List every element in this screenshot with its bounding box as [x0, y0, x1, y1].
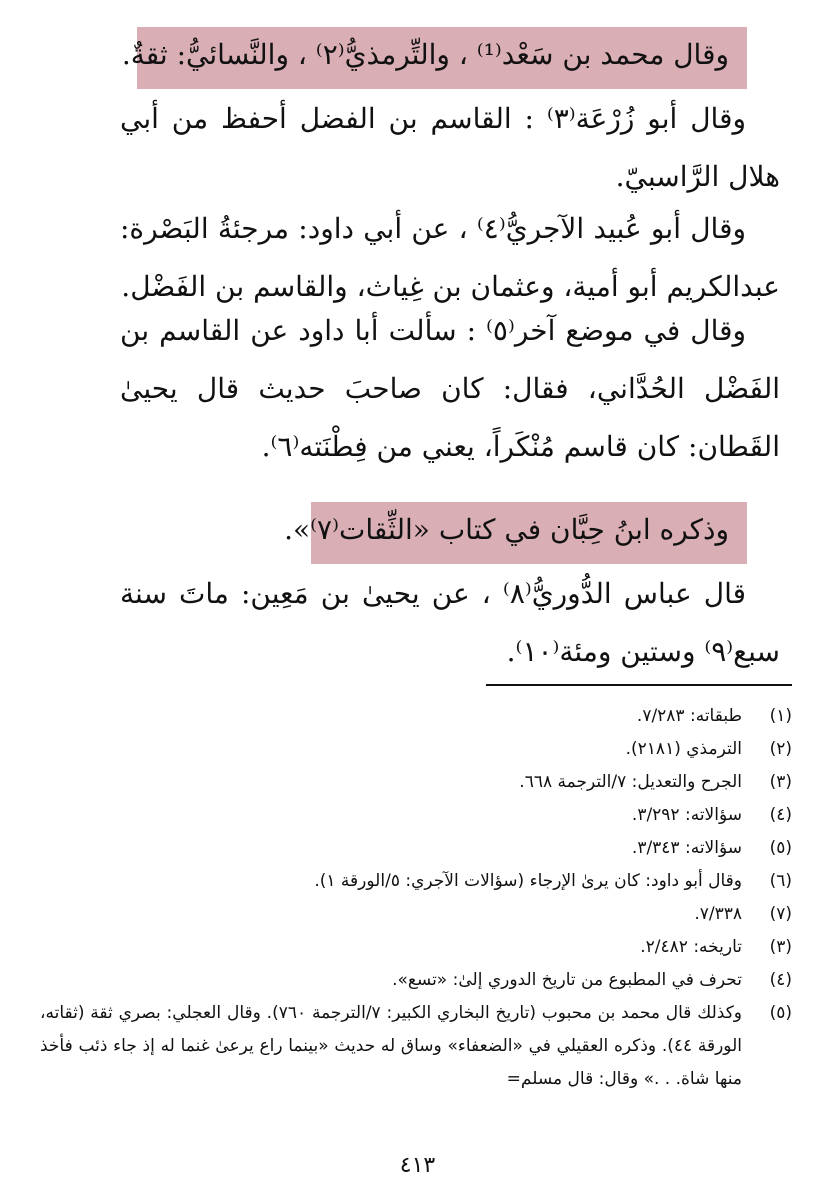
footnote-text: وقال أبو داود: كان يرىٰ الإرجاء (سؤالات الآجري: ٥/الورقة ١). — [314, 871, 742, 891]
footnote — [40, 964, 792, 997]
footnote-text: سؤالاته: ٣/٣٤٣. — [631, 838, 742, 858]
footnote — [40, 865, 792, 898]
footnote-number: (٧) — [769, 904, 792, 924]
footnote-number: (٤) — [769, 805, 792, 825]
footnote — [40, 700, 792, 733]
paragraph-abu-zura — [120, 90, 780, 206]
footnote — [40, 931, 792, 964]
paragraph-abu-ubaid — [120, 200, 780, 316]
paragraph-another-place — [120, 302, 780, 476]
footnote — [40, 832, 792, 865]
footnote-number: (٦) — [769, 871, 792, 891]
footnote — [40, 766, 792, 799]
highlighted-heading-2: وذكره ابنُ حِبَّان في كتاب «الثِّقات⁽٧⁾». — [311, 502, 747, 564]
paragraph-text: وقال أبو عُبيد الآجريُّ⁽٤⁾ ، عن أبي داود: مرجئةُ البَصْرة: عبدالكريم أبو أمية، وعثمان بن غِياث، والقاسم بن الفَضْل. — [120, 212, 780, 303]
footnote-text: الجرح والتعديل: ٧/الترجمة ٦٦٨. — [519, 772, 742, 792]
footnote — [40, 997, 792, 1096]
footnote — [40, 898, 792, 931]
footnote-text: ٧/٣٣٨. — [694, 904, 742, 924]
footnotes — [40, 700, 792, 1096]
footnote-text: وكذلك قال محمد بن محبوب (تاريخ البخاري الكبير: ٧/الترجمة ٧٦٠). وقال العجلي: بصري ثقة (ثقاته، الورقة ٤٤). وذكره العقيلي في «الضعفاء» وساق له حديث «بينما راع يرعىٰ غنما له إذ جاء ذئب فأخذ منها شاة. . .» وقال: قال مسلم= — [40, 1003, 742, 1089]
footnote-number: (٥) — [769, 838, 792, 858]
footnote-text: تاريخه: ٢/٤٨٢. — [640, 937, 742, 957]
footnote — [40, 733, 792, 766]
footnote-number: (١) — [769, 706, 792, 726]
footnote-number: (٣) — [769, 937, 792, 957]
footnote-number: (٥) — [769, 1003, 792, 1023]
footnote-text: تحرف في المطبوع من تاريخ الدوري إلىٰ: «تسع». — [392, 970, 742, 990]
footnote-text: الترمذي (٢١٨١). — [625, 739, 742, 759]
paragraph-text: قال عباس الدُّوريُّ⁽٨⁾ ، عن يحيىٰ بن مَعِين: ماتَ سنة سبع⁽٩⁾ وستين ومئة⁽١٠⁾. — [120, 577, 780, 668]
footnote-number: (٢) — [769, 739, 792, 759]
footnote — [40, 799, 792, 832]
paragraph-abbas-duri — [120, 565, 780, 681]
footnote-text: طبقاته: ٧/٢٨٣. — [636, 706, 742, 726]
paragraph-text: وقال في موضع آخر⁽٥⁾ : سألت أبا داود عن القاسم بن الفَضْل الحُدَّاني، فقال: كان صاحبَ حديث قال يحيىٰ القَطان: كان قاسم مُنْكَراً، يعني من فِطْنَته⁽٦⁾. — [120, 314, 780, 463]
footnote-number: (٤) — [769, 970, 792, 990]
footnote-number: (٣) — [769, 772, 792, 792]
footnote-divider — [486, 684, 792, 686]
page-number: ٤١٣ — [399, 1153, 436, 1178]
footnote-text: سؤالاته: ٣/٢٩٢. — [631, 805, 742, 825]
highlighted-heading-1: وقال محمد بن سَعْد⁽¹⁾ ، والتِّرمذيُّ⁽٢⁾ ، والنَّسائيُّ: ثقةٌ. — [137, 27, 747, 89]
paragraph-text: وقال أبو زُرْعَة⁽٣⁾ : القاسم بن الفضل أحفظ من أبي هلال الرَّاسبيّ. — [120, 102, 780, 193]
